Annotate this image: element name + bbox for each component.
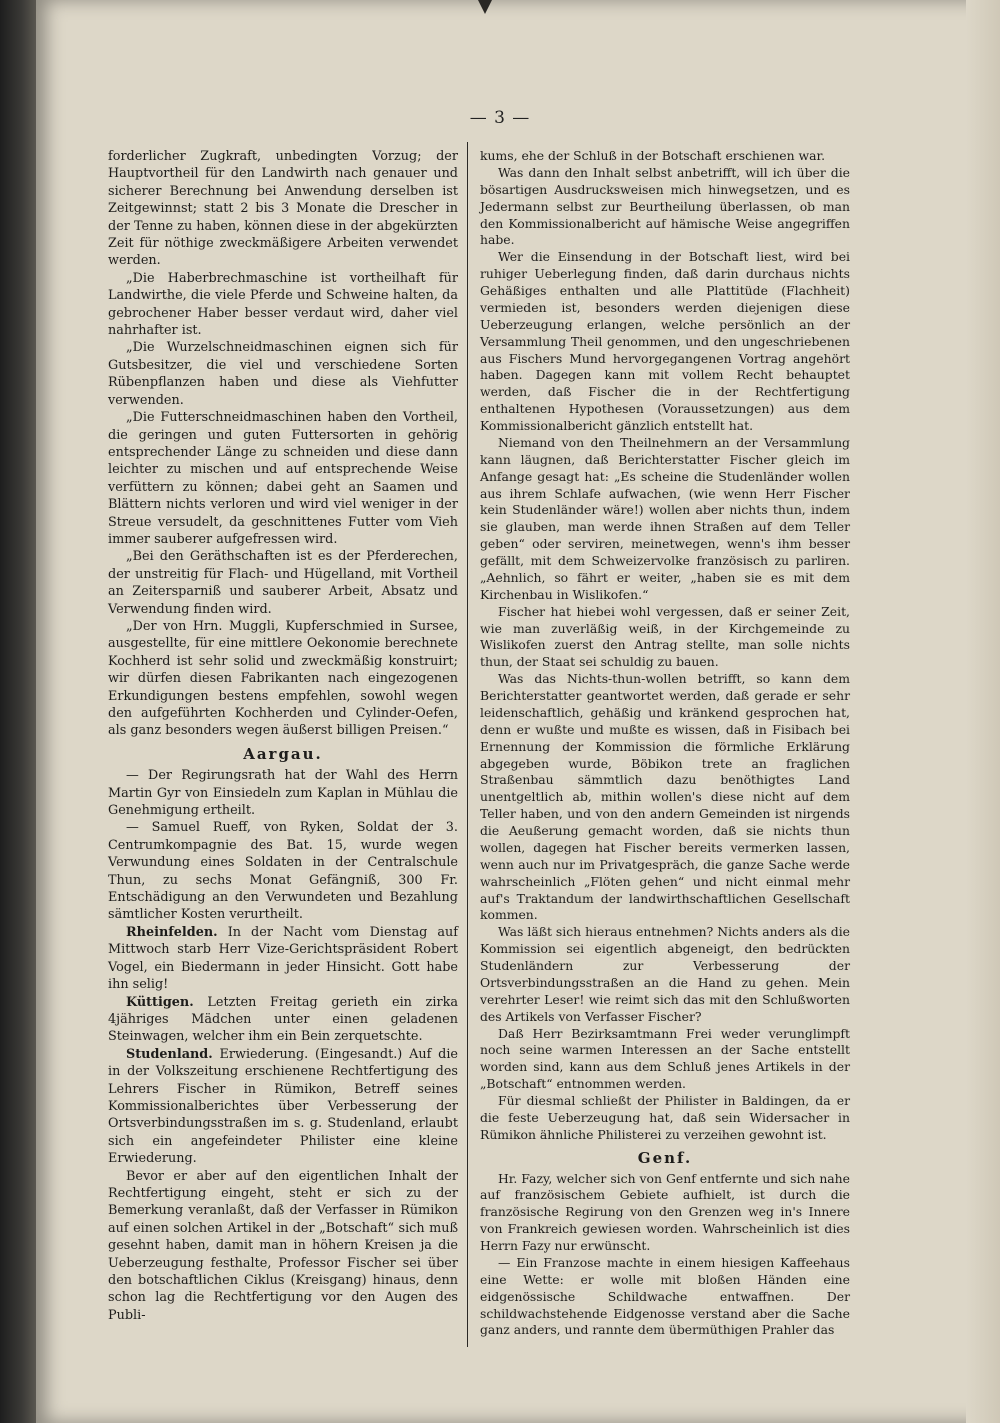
column-divider — [467, 142, 468, 1347]
paragraph: Was dann den Inhalt selbst anbetrifft, will ich über die bösartigen Ausdrucksweisen mich hinwegsetzen, und es Jedermann selbst zur Beurtheilung überlassen, ob man den Kommissionalbericht auf hämische Weise angegriffen habe. — [480, 164, 850, 248]
paragraph: forderlicher Zugkraft, unbedingten Vorzug; der Hauptvortheil für den Landwirth nach genauer und sicherer Berechnung bei Anwendung derselben ist Zeitgewinnst; statt 2 bis 3 Monate die Drescher in der Tenne zu haben, können diese in der abgekürzten Zeit für nöthige zweckmäßigere Arbeiten verwendet werden. — [108, 149, 458, 269]
page-edge — [966, 0, 1000, 1423]
paragraph: „Die Wurzelschneidmaschinen eignen sich für Gutsbesitzer, die viel und verschiedene Sorten Rübenpflanzen haben und diese als Viehfutter verwenden. — [108, 340, 458, 408]
paragraph: Wer die Einsendung in der Botschaft liest, wird bei ruhiger Ueberlegung finden, daß darin durchaus nichts Gehäßiges enthalten und alle Plattitüde (Flachheit) vermieden ist, besonders werden diejenigen diese Ueberzeugung erlangen, welche persönlich an der Versammlung Theil genommen, und den ungeschriebenen aus Fischers Mund hervorgegangenen Vortrag angehört haben. Dagegen kann mit vollem Recht behauptet werden, daß Fischer die in der Rechtfertigung enthaltenen Hypothesen (Voraussetzungen) aus dem Kommissionalbericht gänzlich entstellt hat. — [480, 249, 850, 433]
paragraph: Daß Herr Bezirksamtmann Frei weder verunglimpft noch seine warmen Interessen an der Sache entstellt worden sind, kann aus dem Schluß jenes Artikels in der „Botschaft“ entnommen werden. — [480, 1025, 850, 1092]
paragraph: Bevor er aber auf den eigentlichen Inhalt der Rechtfertigung eingeht, steht er sich zu der Bemerkung veranlaßt, daß der Verfasser in Rümikon auf einen solchen Artikel in der „Botschaft“ sich muß gesehnt haben, damit man in höhern Kreisen ja die Ueberzeugung festhalte, Professor Fischer sei über den botschaftlichen Ciklus (Kreisgang) hinaus, denn schon lag die Rechtfertigung vor den Augen des Publi- — [108, 1168, 458, 1323]
news-item — [108, 1046, 458, 1168]
section-heading-genf: Genf. — [637, 1148, 693, 1167]
paragraph: kums, ehe der Schluß in der Botschaft erschienen war. — [480, 148, 826, 163]
page-number: — 3 — — [469, 108, 531, 128]
paragraph: Für diesmal schließt der Philister in Baldingen, da er die feste Ueberzeugung hat, daß sein Widersacher in Rümikon ähnliche Philisterei zu verzeihen gewohnt ist. — [480, 1093, 850, 1142]
news-item — [108, 994, 458, 1046]
place-lead: Rheinfelden. — [126, 924, 218, 940]
place-lead: Küttigen. — [126, 994, 194, 1010]
paragraph: „Die Haberbrechmaschine ist vortheilhaft für Landwirthe, die viele Pferde und Schweine halten, da gebrochener Haber besser verdaut wird, daher viel nahrhafter ist. — [108, 270, 458, 339]
paragraph: Niemand von den Theilnehmern an der Versammlung kann läugnen, daß Berichterstatter Fischer gleich im Anfange gesagt hat: „Es scheine die Studenländer wollen aus ihrem Schlafe aufwachen, (wie wenn Herr Fischer kein Studenländer wäre!) wollen aber nichts thun, indem sie glauben, man werde ihnen Straßen auf dem Teller geben“ oder serviren, meinetwegen, wenn's ihm besser gefällt, mit dem Schweizervolke französisch zu parliren. „Aehnlich, so fährt er weiter, „haben sie es mit dem Kirchenbau in Wislikofen.“ — [480, 434, 850, 602]
paragraph: „Der von Hrn. Muggli, Kupferschmied in Sursee, ausgestellte, für eine mittlere Oekonomie berechnete Kochherd ist sehr solid und zweckmäßig konstruirt; wir dürfen diesen Fabrikanten nach eingezogenen Erkundigungen bestens empfehlen, sowohl wegen den aufgeführten Kochherden und Cylinder-Oefen, als ganz besonders wegen äußerst billigen Preisen.“ — [108, 618, 458, 739]
news-text: Erwiederung. (Eingesandt.) Auf die in der Volkszeitung erschienene Rechtfertigung des Lehrers Fischer in Rümikon, Betreff seines Kommissionalberichtes über Verbesserung der Ortsverbindungsstraßen im s. g. Studenland, erlaubt sich ein angefeindeter Philister eine kleine Erwiederung. — [108, 1046, 458, 1167]
paragraph: — Ein Franzose machte in einem hiesigen Kaffeehaus eine Wette: er wolle mit bloßen Händen eine eidgenössische Schildwache entwaffnen. Der schildwachstehende Eidgenosse verstand aber die Sache ganz anders, und rannte dem übermüthigen Prahler das — [480, 1254, 850, 1338]
paragraph: „Die Futterschneidmaschinen haben den Vortheil, die geringen und guten Futtersorten in gehörig entsprechender Länge zu schneiden und diese dann leichter zu mischen und auf entsprechende Weise verfüttern zu können; dabei geht an Saamen und Blättern nichts verloren und wird viel weniger in der Streue versudelt, da geschnittenes Futter vom Vieh immer sauberer aufgefressen wird. — [108, 410, 458, 547]
paragraph: Hr. Fazy, welcher sich von Genf entfernte und sich nahe auf französischem Gebiete aufhielt, ist durch die französische Regirung von den Grenzen weg in's Innere von Frankreich gewiesen worden. Wahrscheinlich ist dies Herrn Fazy nur erwünscht. — [480, 1170, 850, 1253]
section-heading-aargau: Aargau. — [243, 744, 323, 763]
paragraph: Was läßt sich hieraus entnehmen? Nichts anders als die Kommission sei eigentlich abgeneigt, den bedrückten Studenländern zur Verbesserung der Ortsverbindungsstraßen an die Hand zu gehen. Mein verehrter Leser! wie reimt sich das mit den Schlußworten des Artikels von Verfasser Fischer? — [480, 924, 850, 1024]
page-fold-mark — [478, 0, 492, 18]
right-column — [480, 148, 850, 1339]
paragraph: Fischer hat hiebei wohl vergessen, daß er seiner Zeit, wie man zuverläßig weiß, in der Kirchgemeinde zu Wislikofen zuerst den Antrag stellte, man solle nichts thun, der Staat sei schuldig zu bauen. — [480, 603, 850, 670]
paragraph: „Bei den Geräthschaften ist es der Pferderechen, der unstreitig für Flach- und Hügelland, mit Vortheil an Zeitersparniß und sauberer Arbeit, Absatz und Verwendung finden wird. — [108, 549, 458, 617]
news-item — [108, 924, 458, 994]
news-text: In der Nacht vom Dienstag auf Mittwoch starb Herr Vize-Gerichtspräsident Robert Vogel, ein Biedermann in jeder Hinsicht. Gott habe ihn selig! — [108, 924, 458, 993]
book-gutter-shadow — [0, 0, 36, 1423]
paragraph: — Der Regirungsrath hat der Wahl des Herrn Martin Gyr von Einsiedeln zum Kaplan in Mühlau die Genehmigung ertheilt. — [108, 768, 458, 819]
news-text: Letzten Freitag gerieth ein zirka 4jähriges Mädchen unter einen geladenen Steinwagen, welcher ihm ein Bein zerquetschte. — [108, 994, 458, 1045]
left-column — [108, 148, 458, 1324]
paragraph: — Samuel Rueff, von Ryken, Soldat der 3. Centrumkompagnie des Bat. 15, wurde wegen Verwundung eines Soldaten in der Centralschule Thun, zu sechs Monat Gefängniß, 300 Fr. Entschädigung an den Verwundeten und Bezahlung sämtlicher Kosten verurtheilt. — [108, 820, 458, 923]
paragraph: Was das Nichts-thun-wollen betrifft, so kann dem Berichterstatter geantwortet werden, daß gerade er sehr leidenschaftlich, gehäßig und kränkend gesprochen hat, denn er wußte und mußte es wissen, daß in Fisibach bei Ernennung der Kommission die förmliche Erklärung abgegeben wurde, Böbikon trete an fraglichen Straßenbau sämmtlich dazu benöthigtes Land unentgeltlich ab, mithin wollen's diese nicht auf dem Teller haben, und von den andern Gemeinden ist nirgends die Aeußerung gemacht worden, daß sie nichts thun wollen, dagegen hat Fischer bereits vermerken lassen, wenn auch nur im Privatgespräch, die ganze Sache werde wahrscheinlich „Flöten gehen“ und nicht einmal mehr auf's Traktandum der landwirthschaftlichen Gesellschaft kommen. — [480, 671, 850, 923]
place-lead: Studenland. — [126, 1046, 213, 1062]
